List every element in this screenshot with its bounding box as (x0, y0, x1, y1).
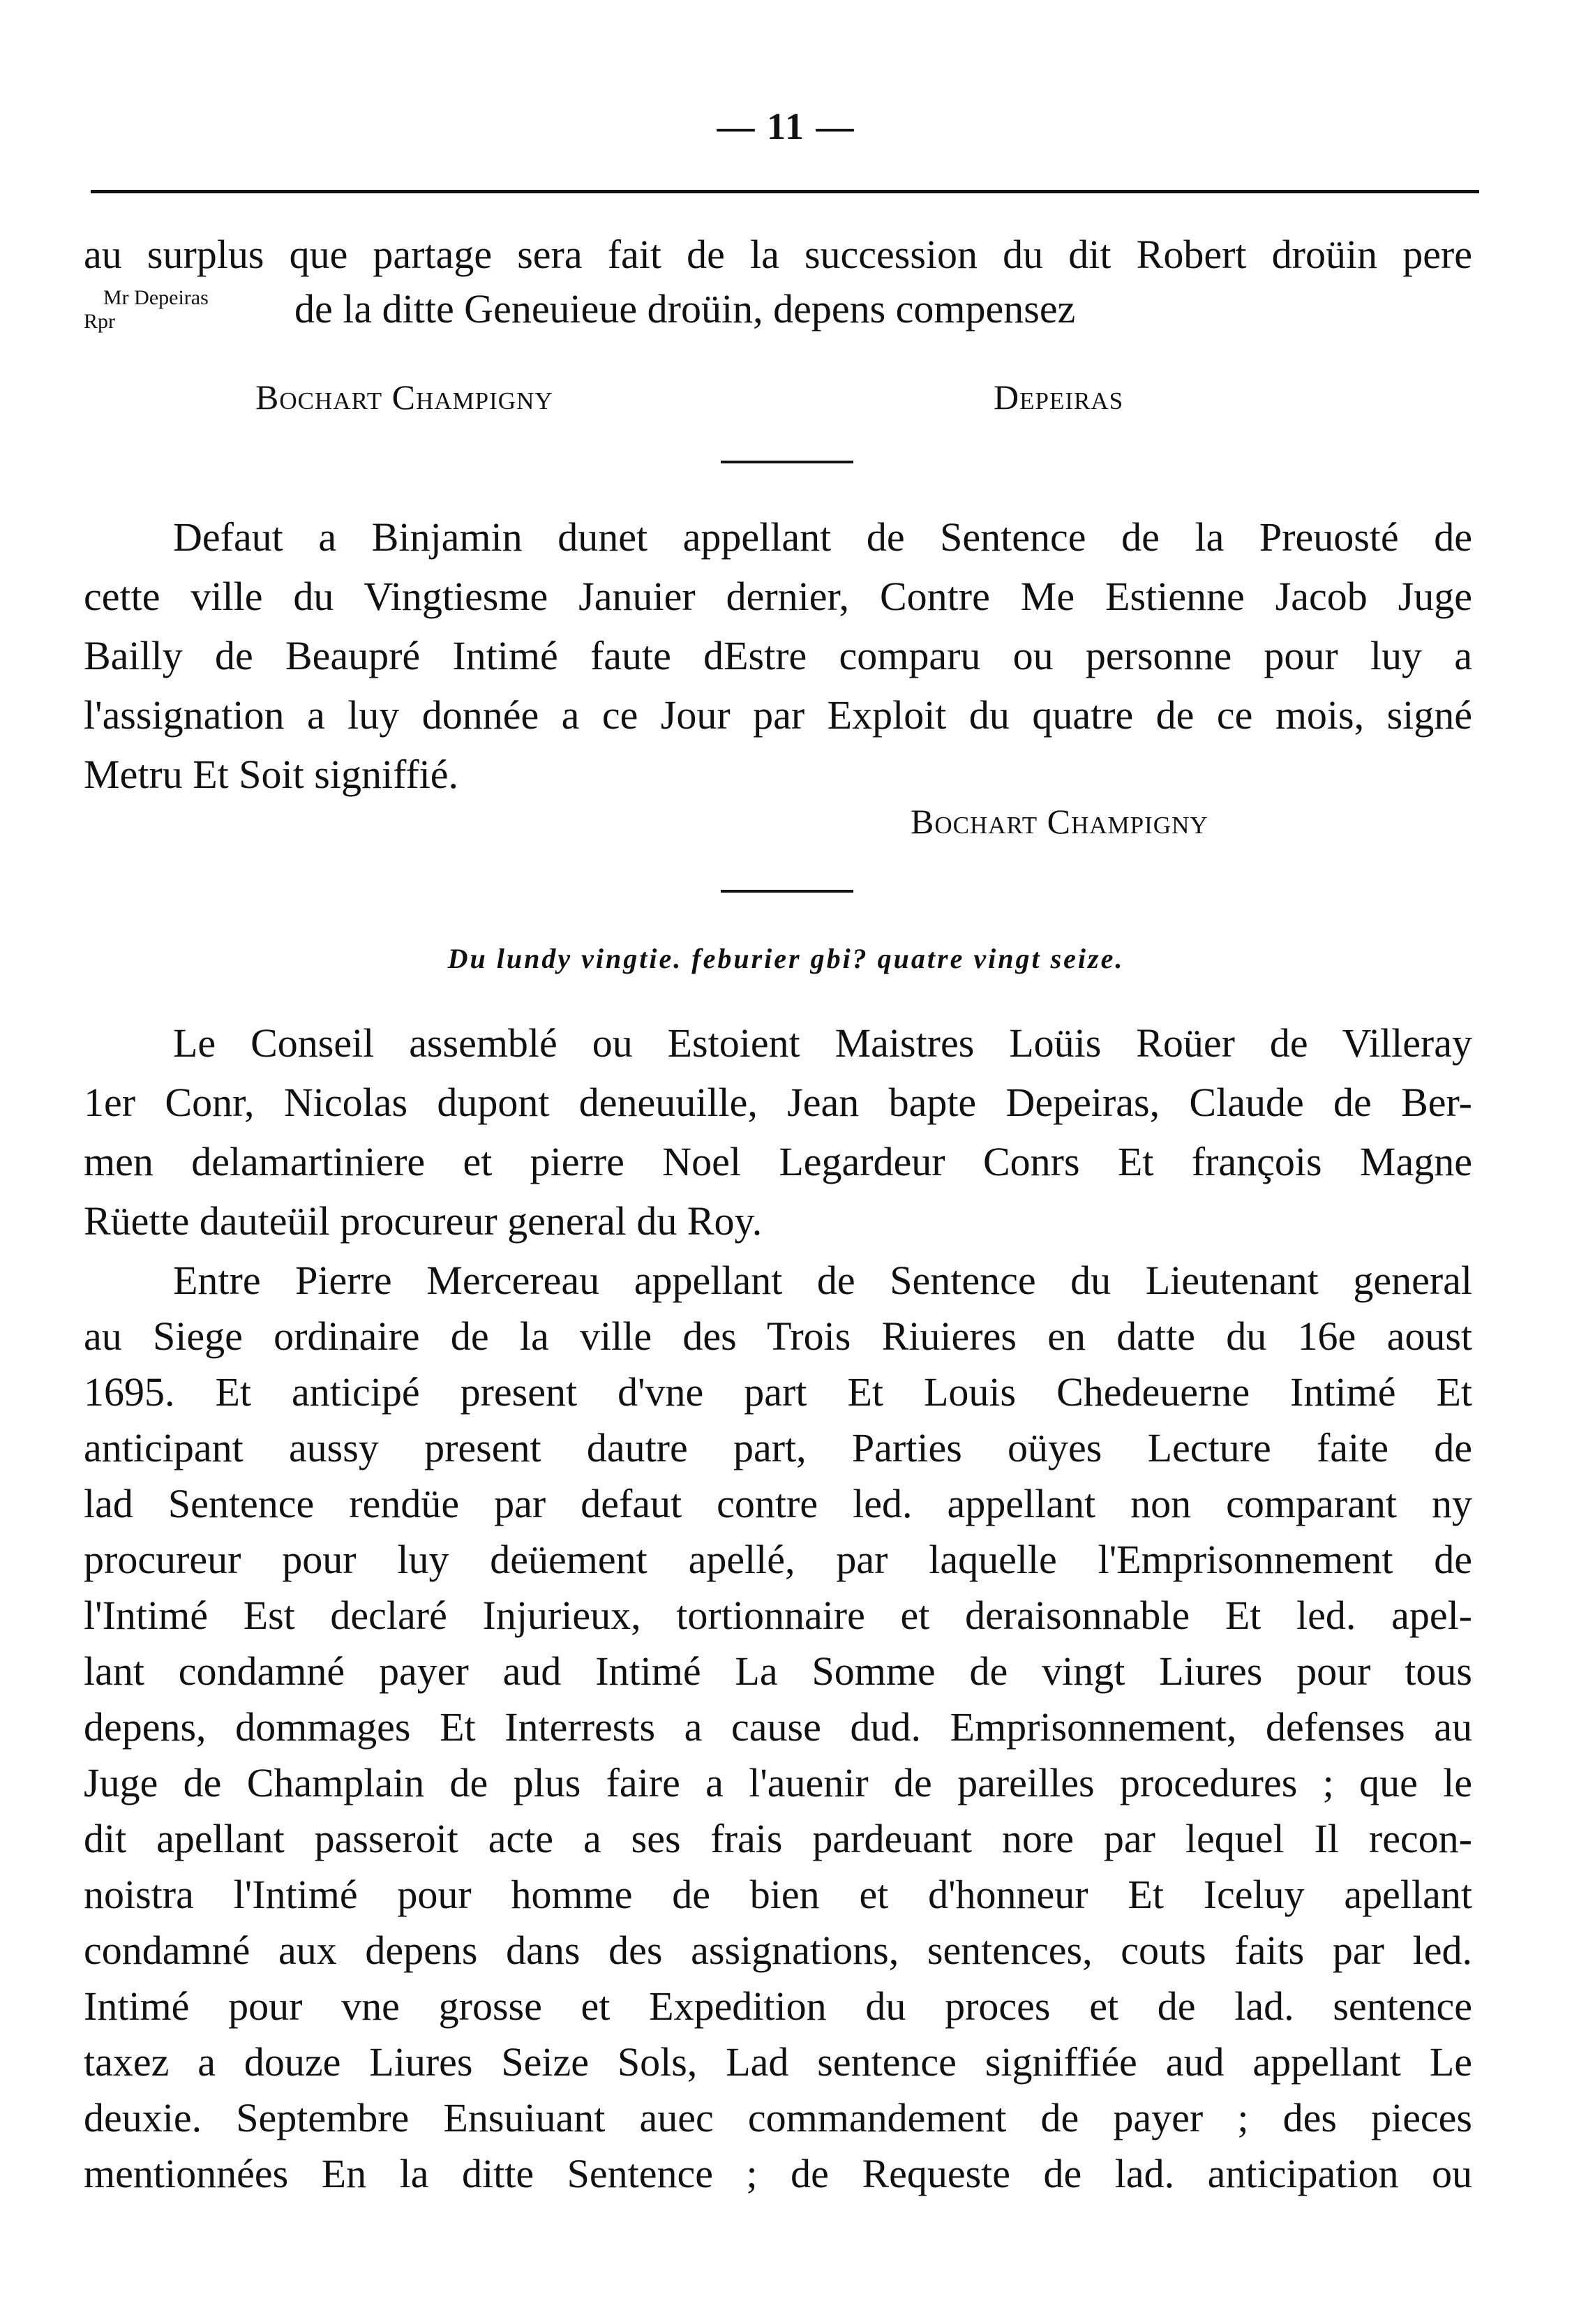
paragraph4-line-5: lad Sentence rendüe par defaut contre led. appellant non comparant ny (84, 1481, 1472, 1526)
paragraph4-line-1: Entre Pierre Mercereau appellant de Sentence du Lieutenant general (173, 1258, 1472, 1303)
margin-note-line-1: Mr Depeiras (103, 286, 209, 309)
date-heading: Du lundy vingtie. feburier gbi? quatre vingt seize. (447, 943, 1125, 974)
paragraph4-line-8: lant condamné payer aud Intimé La Somme de vingt Liures pour tous (84, 1648, 1472, 1694)
paragraph4-line-4: anticipant aussy present dautre part, Parties oüyes Lecture faite de (84, 1425, 1472, 1470)
paragraph4-line-13: condamné aux depens dans des assignations, sentences, couts faits par led. (84, 1928, 1472, 1973)
paragraph2-line-3: Bailly de Beaupré Intimé faute dEstre comparu ou personne pour luy a (84, 633, 1472, 678)
paragraph2-line-2: cette ville du Vingtiesme Januier dernier, Contre Me Estienne Jacob Juge (84, 574, 1472, 619)
paragraph3-line-2: 1er Conr, Nicolas dupont deneuuille, Jean bapte Depeiras, Claude de Ber- (84, 1080, 1472, 1125)
paragraph4-line-9: depens, dommages Et Interrests a cause dud. Emprisonnement, defenses au (84, 1704, 1472, 1750)
signature-depeiras: Depeiras (994, 378, 1124, 417)
separator-rule-2 (721, 890, 853, 893)
paragraph4-line-15: taxez a douze Liures Seize Sols, Lad sentence signiffiée aud appellant Le (84, 2039, 1472, 2085)
paragraph4-line-7: l'Intimé Est declaré Injurieux, tortionnaire et deraisonnable Et led. apel- (84, 1593, 1472, 1638)
paragraph4-line-12: noistra l'Intimé pour homme de bien et d'honneur Et Iceluy apellant (84, 1872, 1472, 1917)
separator-rule-1 (721, 461, 853, 463)
paragraph2-line-5: Metru Et Soit signiffié. (84, 752, 459, 797)
paragraph1-line-1: au surplus que partage sera fait de la succession du dit Robert droüin pere (84, 232, 1472, 277)
header-rule (91, 190, 1479, 193)
paragraph3-line-4: Rüette dauteüil procureur general du Roy. (84, 1198, 763, 1244)
paragraph4-line-3: 1695. Et anticipé present d'vne part Et Louis Chedeuerne Intimé Et (84, 1369, 1472, 1415)
paragraph3-line-1: Le Conseil assemblé ou Estoient Maistres Loüis Roüer de Villeray (173, 1020, 1472, 1066)
paragraph4-line-11: dit apellant passeroit acte a ses frais pardeuant nore par lequel Il recon- (84, 1816, 1472, 1861)
paragraph1-line-2: de la ditte Geneuieue droüin, depens compensez (294, 286, 1076, 332)
paragraph4-line-16: deuxie. Septembre Ensuiuant auec commandement de payer ; des pieces (84, 2095, 1472, 2140)
page-number: — 11 — (717, 105, 855, 147)
paragraph4-line-6: procureur pour luy deüement apellé, par laquelle l'Emprisonnement de (84, 1537, 1472, 1582)
signature-champigny-1: Bochart Champigny (255, 378, 553, 417)
margin-note-line-2: Rpr (84, 310, 115, 333)
paragraph4-line-2: au Siege ordinaire de la ville des Trois Riuieres en datte du 16e aoust (84, 1313, 1472, 1359)
paragraph2-line-1: Defaut a Binjamin dunet appellant de Sentence de la Preuosté de (173, 514, 1472, 560)
paragraph3-line-3: men delamartiniere et pierre Noel Legardeur Conrs Et françois Magne (84, 1139, 1472, 1184)
paragraph4-line-10: Juge de Champlain de plus faire a l'auenir de pareilles procedures ; que le (84, 1760, 1472, 1805)
signature-champigny-2: Bochart Champigny (911, 802, 1208, 841)
paragraph2-line-4: l'assignation a luy donnée a ce Jour par Exploit du quatre de ce mois, signé (84, 692, 1472, 738)
paragraph4-line-14: Intimé pour vne grosse et Expedition du proces et de lad. sentence (84, 1983, 1472, 2029)
paragraph4-line-17: mentionnées En la ditte Sentence ; de Requeste de lad. anticipation ou (84, 2151, 1472, 2196)
